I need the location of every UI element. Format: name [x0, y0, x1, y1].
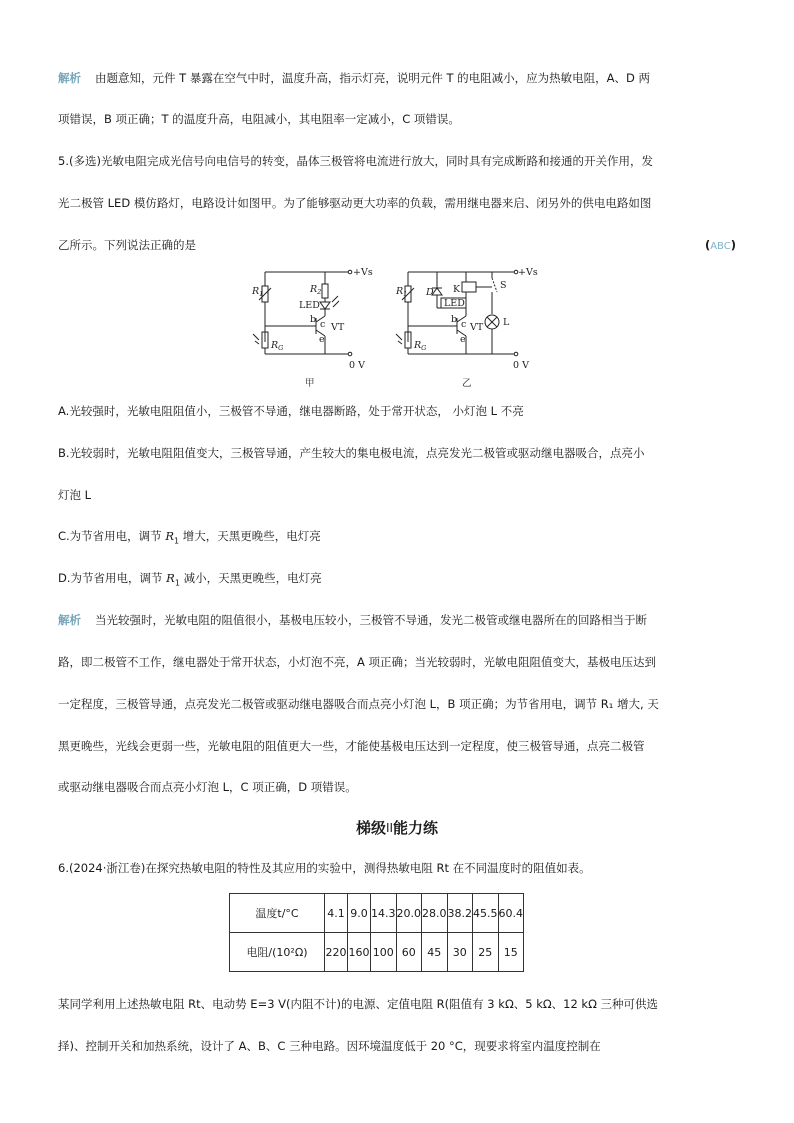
question-6-line-2: 某同学利用上述热敏电阻 Rt、电动势 E=3 V(内阻不计)的电源、定值电阻 R(阻值有 3 kΩ、5 kΩ、12 kΩ 三种可供选: [58, 997, 659, 1011]
question-5-line-3: 乙所示。下列说法正确的是: [58, 238, 196, 252]
svg-text:+Vs: +Vs: [353, 267, 373, 278]
question-6-line-1: 6.(2024·浙江卷)在探究热敏电阻的特性及其应用的实验中，测得热敏电阻 Rt 在不同温度时的阻值如表。: [58, 861, 591, 875]
answer-bracket: (ABC): [704, 238, 736, 252]
circuit-figures: [0, 262, 794, 392]
analysis-line-2: 项错误，B 项正确；T 的温度升高，电阻减小，其电阻率一定减小，C 项错误。: [58, 112, 460, 126]
svg-text:K: K: [453, 284, 461, 295]
svg-text:0 V: 0 V: [513, 360, 529, 371]
svg-text:D: D: [426, 287, 434, 298]
analysis2-line-2: 路，即二极管不工作，继电器处于常开状态，小灯泡不亮，A 项正确；当光较弱时，光敏电阻阻值变大，基极电压达到: [58, 655, 657, 669]
resistance-table: [229, 893, 524, 972]
circuit-b: [395, 267, 538, 389]
question-5-line-1: 5.(多选)光敏电阻完成光信号向电信号的转变，晶体三极管将电流进行放大，同时具有完成断路和接通的开关作用，发: [58, 154, 653, 168]
svg-text:+Vs: +Vs: [518, 267, 538, 278]
option-c: C.为节省用电，调节 $R_1$ 增大，天黑更晚些，电灯亮: [58, 529, 321, 546]
svg-text:c: c: [461, 319, 467, 330]
analysis2-line-5: 或驱动继电器吸合而点亮小灯泡 L，C 项正确，D 项错误。: [58, 780, 357, 794]
analysis2-tag: 解析: [58, 613, 81, 627]
analysis2-line-4: 黑更晚些，光线会更弱一些，光敏电阻的阻值更大一些，才能使基极电压达到一定程度，使三极管导通，点亮二极管: [58, 739, 645, 753]
option-a: A.光较强时，光敏电阻阻值小，三极管不导通，继电器断路，处于常开状态， 小灯泡 L 不亮: [58, 404, 524, 418]
led-a: [320, 302, 330, 309]
svg-text:S: S: [500, 280, 507, 291]
circuit-a: [251, 267, 373, 389]
question-6-line-3: 择)、控制开关和加热系统，设计了 A、B、C 三种电路。因环境温度低于 20 °C，现要求将室内温度控制在: [58, 1039, 601, 1053]
table-row: 电阻/(10²Ω) 220 160 100 60 45 30 25 15: [230, 933, 524, 972]
svg-text:e: e: [460, 334, 466, 345]
option-d: D.为节省用电，调节 $R_1$ 减小，天黑更晚些，电灯亮: [58, 571, 322, 588]
relay-k: [462, 282, 476, 292]
analysis-text: 由题意知，元件 T 暴露在空气中时，温度升高，指示灯亮，说明元件 T 的电阻减小，应为热敏电阻，A、D 两: [95, 71, 651, 85]
caption-jia: 甲: [305, 378, 315, 389]
svg-text:R1: $R_1$: [252, 286, 264, 298]
section-heading: 梯级$^{II}$能力练: [355, 819, 439, 837]
analysis-tag: 解析: [58, 71, 81, 85]
svg-text:b: b: [451, 314, 458, 325]
svg-text:e: e: [319, 334, 325, 345]
analysis2-line-3: 一定程度，三极管导通，点亮发光二极管或驱动继电器吸合而点亮小灯泡 L，B 项正确；为节省用电，调节 R₁ 增大, 天: [58, 697, 659, 711]
svg-text:VT: VT: [331, 322, 345, 333]
svg-text:c: c: [320, 319, 326, 330]
svg-text:R2: $R_2$: [310, 284, 322, 296]
header-resistance: 电阻/(10²Ω): [230, 933, 325, 972]
answer-value: ABC: [710, 241, 731, 252]
caption-yi: 乙: [462, 378, 472, 389]
analysis2-line-1: 解析 当光较强时，光敏电阻的阻值很小，基极电压较小，三极管不导通，发光二极管或继电器所在的回路相当于断: [58, 613, 647, 627]
question-5-line-2: 光二极管 LED 模仿路灯，电路设计如图甲。为了能够驱动更大功率的负载，需用继电器来启、闭另外的供电电路如图: [58, 196, 652, 210]
led-label-b: LED: [444, 298, 465, 309]
header-temperature: 温度t/°C: [230, 894, 325, 933]
svg-text:VT: VT: [470, 322, 484, 333]
option-b-line-2: 灯泡 L: [58, 488, 92, 502]
svg-text:R1: $R_1$: [396, 286, 408, 298]
svg-text:0 V: 0 V: [349, 360, 365, 371]
svg-text:RG: $R_G$: [414, 340, 427, 352]
svg-text:LED: LED: [299, 300, 320, 311]
analysis-line-1: [58, 70, 650, 86]
switch-s: [492, 278, 497, 292]
option-b-line-1: B.光较弱时，光敏电阻阻值变大，三极管导通，产生较大的集电极电流，点亮发光二极管或驱动继电器吸合，点亮小: [58, 446, 645, 460]
svg-text:L: L: [503, 317, 510, 328]
svg-text:b: b: [310, 314, 317, 325]
table-row: 温度t/°C 4.1 9.0 14.3 20.0 28.0 38.2 45.5 60.4: [230, 894, 524, 933]
resistor-r2: [322, 284, 328, 298]
svg-text:RG: $R_G$: [271, 340, 284, 352]
